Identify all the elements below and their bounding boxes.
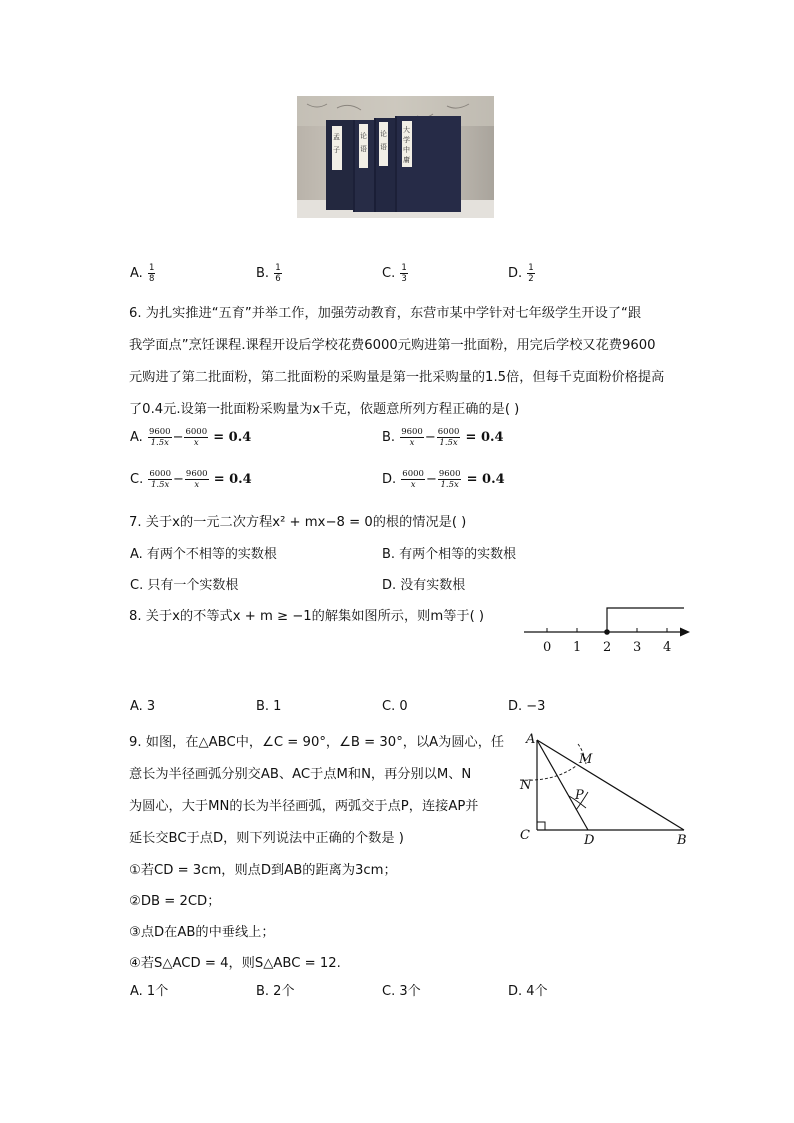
q9-option-a[interactable]: A. 1个 <box>130 984 169 999</box>
label-N: N <box>520 778 532 793</box>
label-C: C <box>520 828 530 843</box>
q6-option-a[interactable]: A. $\frac{9600}{1.5x}$ − $\frac{6000}{x}$ = 0.4 <box>130 427 252 448</box>
q6-stem-line-3: 元购进了第二批面粉，第二批面粉的采购量是第一批采购量的1.5倍，但每千克面粉价格提高 <box>129 370 665 385</box>
book-title-4: 大学中庸 <box>403 126 410 164</box>
label-A: A <box>526 732 536 747</box>
q9-stem-line-3: 为圆心，大于MN的长为半径画弧，两弧交于点P，连接AP并 <box>129 799 479 814</box>
label-D: D <box>584 833 595 848</box>
q5-option-d[interactable]: D. $\frac{1}{2}$ <box>508 263 534 284</box>
q9-triangle-figure <box>514 730 694 850</box>
q6-option-d[interactable]: D. $\frac{6000}{x}$ − $\frac{9600}{1.5x}$ = 0.4 <box>382 469 505 490</box>
q6-option-c[interactable]: C. $\frac{6000}{1.5x}$ − $\frac{9600}{x}$ = 0.4 <box>130 469 252 490</box>
q8-option-c[interactable]: C. 0 <box>382 699 408 714</box>
q8-number-line <box>520 600 696 660</box>
q9-statement-1: ①若CD = 3cm，则点D到AB的距离为3cm； <box>129 863 397 878</box>
q5-option-c[interactable]: C. $\frac{1}{3}$ <box>382 263 407 284</box>
q5-option-a[interactable]: A. $\frac{1}{8}$ <box>130 263 155 284</box>
q9-statement-3: ③点D在AB的中垂线上； <box>129 925 275 940</box>
q7-stem: 7. 关于x的一元二次方程x² + mx−8 = 0的根的情况是( ) <box>129 515 467 530</box>
q7-option-d[interactable]: D. 没有实数根 <box>382 578 466 593</box>
q9-stem-line-4: 延长交BC于点D，则下列说法中正确的个数是 ) <box>129 831 404 846</box>
book-title-2: 论语 <box>360 132 367 153</box>
q8-tick-0: 0 <box>543 640 552 655</box>
q6-option-b[interactable]: B. $\frac{9600}{x}$ − $\frac{6000}{1.5x}$ = 0.4 <box>382 427 504 448</box>
q6-stem-line-4: 了0.4元.设第一批面粉采购量为x千克，依题意所列方程正确的是( ) <box>129 402 520 417</box>
q8-option-b[interactable]: B. 1 <box>256 699 282 714</box>
q9-stem-line-2: 意长为半径画弧分别交AB、AC于点M和N，再分别以M、N <box>129 767 472 782</box>
book-title-3: 论语 <box>380 130 387 151</box>
book-title-1: 孟子 <box>333 133 340 154</box>
q9-option-c[interactable]: C. 3个 <box>382 984 421 999</box>
q8-tick-4: 4 <box>663 640 672 655</box>
q7-option-c[interactable]: C. 只有一个实数根 <box>130 578 239 593</box>
q5-option-b[interactable]: B. $\frac{1}{6}$ <box>256 263 281 284</box>
q8-tick-3: 3 <box>633 640 642 655</box>
q6-stem-line-1: 6. 为扎实推进“五育”并举工作，加强劳动教育，东营市某中学针对七年级学生开设了“跟 <box>129 306 642 321</box>
label-M: M <box>579 752 593 767</box>
q8-tick-2: 2 <box>603 640 612 655</box>
books-photo <box>297 96 494 218</box>
q8-tick-1: 1 <box>573 640 582 655</box>
q8-stem: 8. 关于x的不等式x + m ≥ −1的解集如图所示，则m等于( ) <box>129 609 485 624</box>
q6-stem-line-2: 我学面点”烹饪课程.课程开设后学校花费6000元购进第一批面粉，用完后学校又花费9600 <box>129 338 656 353</box>
q9-statement-2: ②DB = 2CD； <box>129 894 221 909</box>
q9-stem-line-1: 9. 如图，在△ABC中，∠C = 90°，∠B = 30°，以A为圆心，任 <box>129 735 505 750</box>
q9-option-b[interactable]: B. 2个 <box>256 984 295 999</box>
label-P: P <box>575 788 584 803</box>
q9-statement-4: ④若S△ACD = 4，则S△ABC = 12. <box>129 956 341 971</box>
label-B: B <box>677 833 687 848</box>
q9-option-d[interactable]: D. 4个 <box>508 984 548 999</box>
q8-option-a[interactable]: A. 3 <box>130 699 156 714</box>
q7-option-b[interactable]: B. 有两个相等的实数根 <box>382 547 517 562</box>
q7-option-a[interactable]: A. 有两个不相等的实数根 <box>130 547 277 562</box>
q8-option-d[interactable]: D. −3 <box>508 699 546 714</box>
